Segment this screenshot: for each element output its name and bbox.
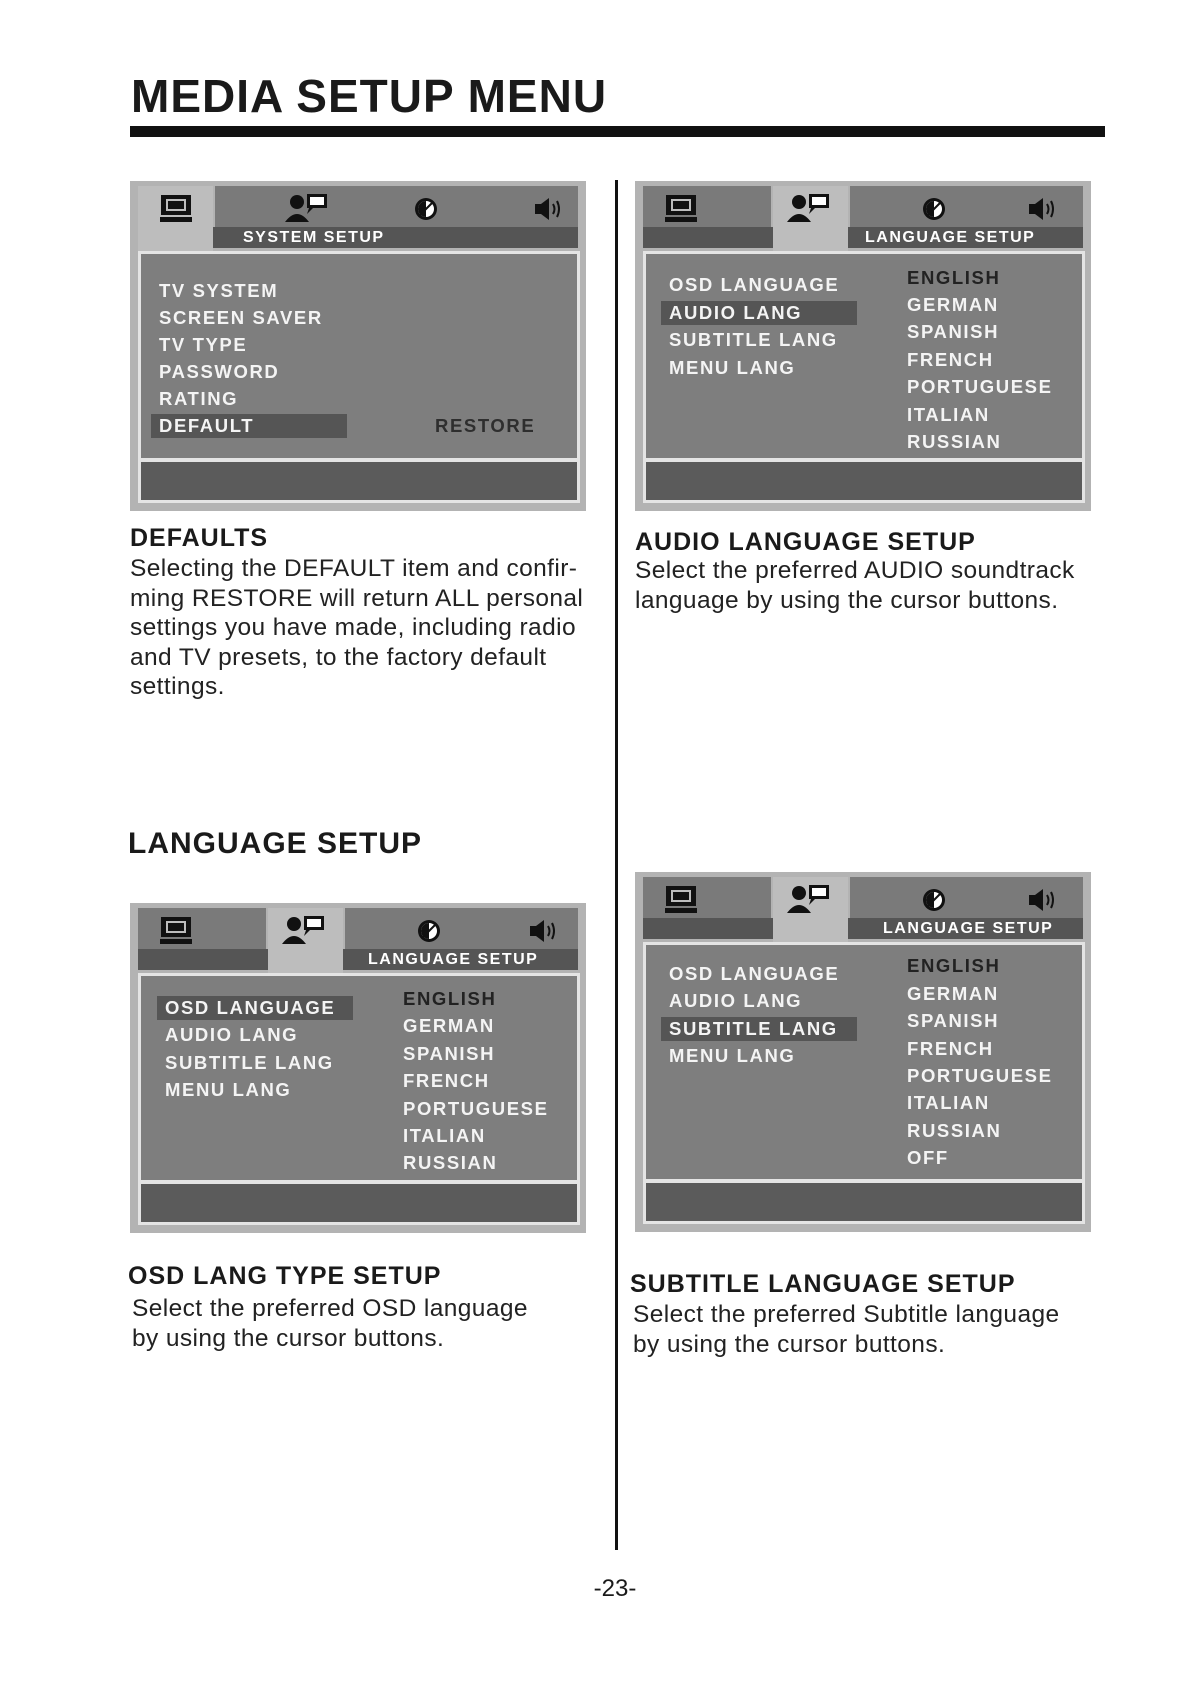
osd-lang-menu [130,903,586,1233]
option-spanish[interactable]: SPANISH [907,1010,1000,1031]
menu-item-rating[interactable]: RATING [159,388,239,409]
menu-item-osd-language[interactable]: OSD LANGUAGE [157,996,353,1020]
menu-item-tv-type[interactable]: TV TYPE [159,334,248,355]
page-title: MEDIA SETUP MENU [131,70,608,122]
body-line: Select the preferred OSD language [132,1295,528,1322]
menu-footer [138,459,580,503]
menu-item-subtitle-lang[interactable]: SUBTITLE LANG [669,329,838,350]
column-divider [615,180,618,1550]
tab-system[interactable] [643,186,771,232]
tab-system[interactable] [138,908,266,954]
user-speech-icon [785,883,831,915]
header-label: LANGUAGE SETUP [883,920,1054,937]
body-line: settings. [130,673,225,700]
section-heading-language-setup: LANGUAGE SETUP [128,827,423,860]
section-heading-osd-lang-type: OSD LANG TYPE SETUP [128,1262,442,1290]
user-speech-icon [283,192,329,224]
body-line: by using the cursor buttons. [633,1330,946,1358]
menu-item-audio-lang[interactable]: AUDIO LANG [165,1024,299,1045]
title-rule [130,126,1105,137]
menu-header [643,227,1083,248]
option-english[interactable]: ENGLISH [907,955,1001,976]
user-speech-icon [280,914,326,946]
option-french[interactable]: FRENCH [907,349,994,370]
menu-item-default[interactable]: DEFAULT [151,414,347,438]
monitor-icon [158,194,194,224]
menu-item-menu-lang[interactable]: MENU LANG [669,1045,796,1066]
option-portuguese[interactable]: PORTUGUESE [907,376,1053,397]
speaker-icon [528,918,558,944]
tab-strip [643,877,1083,923]
option-russian[interactable]: RUSSIAN [907,1120,1002,1141]
option-french[interactable]: FRENCH [403,1070,490,1091]
menu-item-menu-lang[interactable]: MENU LANG [165,1079,292,1100]
option-french[interactable]: FRENCH [907,1038,994,1059]
option-german[interactable]: GERMAN [907,294,999,315]
menu-header [138,949,578,970]
monitor-icon [158,916,194,946]
menu-item-screen-saver[interactable]: SCREEN SAVER [159,307,323,328]
section-body-subtitle-language [633,1300,1060,1359]
menu-item-tv-system[interactable]: TV SYSTEM [159,280,279,301]
page-number: -23- [593,1575,637,1602]
menu-item-password[interactable]: PASSWORD [159,361,280,382]
section-body-osd-lang-type [132,1294,528,1353]
menu-header [643,918,1083,939]
system-setup-menu [130,181,586,511]
option-german[interactable]: GERMAN [403,1015,495,1036]
user-speech-icon [785,192,831,224]
header-label: LANGUAGE SETUP [368,951,539,968]
speaker-icon [1027,887,1057,913]
section-body-defaults [130,554,583,702]
speaker-icon [1027,196,1057,222]
option-italian[interactable]: ITALIAN [907,1092,990,1113]
section-heading-defaults: DEFAULTS [130,524,269,552]
option-russian[interactable]: RUSSIAN [403,1152,498,1173]
monitor-icon [663,885,699,915]
option-italian[interactable]: ITALIAN [403,1125,486,1146]
header-label: LANGUAGE SETUP [865,229,1036,246]
audio-lang-menu [635,181,1091,511]
menu-item-osd-language[interactable]: OSD LANGUAGE [669,274,840,295]
option-spanish[interactable]: SPANISH [403,1043,496,1064]
option-english[interactable]: ENGLISH [907,267,1001,288]
section-body-audio-language [635,556,1075,615]
menu-header [138,227,578,248]
section-heading-subtitle-language: SUBTITLE LANGUAGE SETUP [630,1270,1016,1298]
option-spanish[interactable]: SPANISH [907,321,1000,342]
option-russian[interactable]: RUSSIAN [907,431,1002,452]
body-line: settings you have made, including radio [130,614,576,641]
option-italian[interactable]: ITALIAN [907,404,990,425]
body-line: ming RESTORE will return ALL personal [130,584,584,612]
menu-footer [643,459,1085,503]
tab-strip [138,186,578,232]
menu-footer [138,1181,580,1225]
body-line: Selecting the DEFAULT item and confir- [130,555,578,582]
menu-item-menu-lang[interactable]: MENU LANG [669,357,796,378]
speaker-icon [533,196,563,222]
body-line: and TV presets, to the factory default [130,643,547,671]
menu-item-subtitle-lang[interactable]: SUBTITLE LANG [165,1052,334,1073]
option-portuguese[interactable]: PORTUGUESE [907,1065,1053,1086]
menu-footer [643,1180,1085,1224]
contrast-icon [921,887,947,913]
tab-system[interactable] [643,877,771,923]
contrast-icon [413,196,439,222]
header-label: SYSTEM SETUP [243,229,385,246]
body-line: by using the cursor buttons. [132,1324,445,1352]
monitor-icon [663,194,699,224]
section-heading-audio-language: AUDIO LANGUAGE SETUP [635,528,976,556]
contrast-icon [416,918,442,944]
menu-item-osd-language[interactable]: OSD LANGUAGE [669,963,840,984]
option-english[interactable]: ENGLISH [403,988,497,1009]
menu-item-audio-lang[interactable]: AUDIO LANG [669,990,803,1011]
restore-option[interactable]: RESTORE [435,415,536,436]
menu-item-subtitle-lang[interactable]: SUBTITLE LANG [661,1017,857,1041]
menu-item-audio-lang[interactable]: AUDIO LANG [661,301,857,325]
tab-strip [643,186,1083,232]
contrast-icon [921,196,947,222]
body-line: Select the preferred AUDIO soundtrack [635,557,1075,584]
tab-strip [138,908,578,954]
body-line: Select the preferred Subtitle language [633,1301,1060,1328]
body-line: language by using the cursor buttons. [635,586,1059,614]
option-portuguese[interactable]: PORTUGUESE [403,1098,549,1119]
option-off[interactable]: OFF [907,1147,949,1168]
subtitle-lang-menu [635,872,1091,1232]
tab-language[interactable] [215,186,578,232]
option-german[interactable]: GERMAN [907,983,999,1004]
